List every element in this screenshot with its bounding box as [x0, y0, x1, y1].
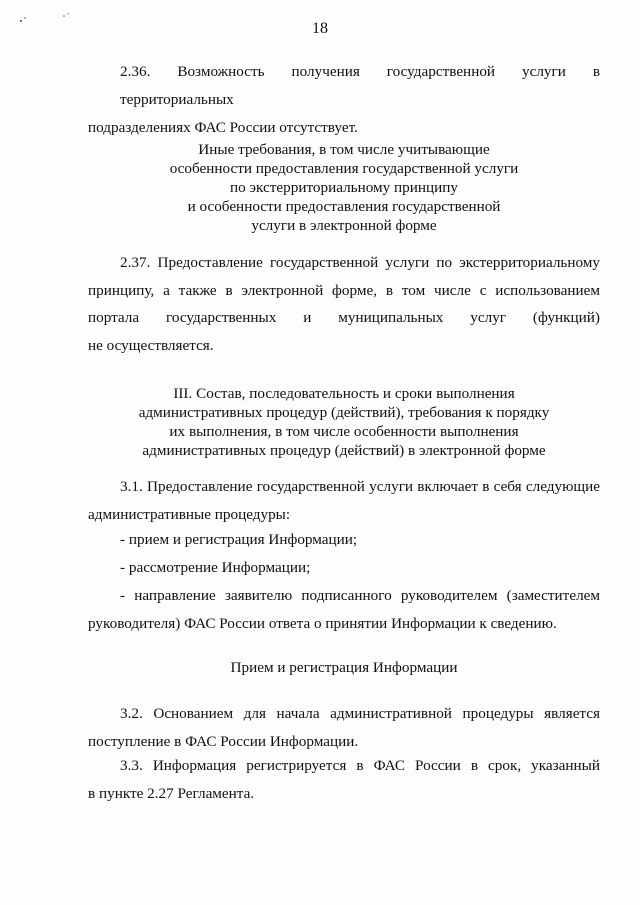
paragraph-line: поступление в ФАС России Информации. [88, 733, 359, 750]
heading-line: Прием и регистрация Информации [230, 659, 458, 676]
paragraph-3-3 [88, 752, 600, 808]
heading-line: услуги в электронной форме [251, 217, 437, 234]
paragraph-line: 2.36. Возможность получения государственной услуги в территориальных [120, 63, 600, 108]
heading-line: административных процедур (действий), требования к порядку [138, 404, 550, 421]
heading-other-requirements [88, 140, 600, 235]
paragraph-2-36 [88, 58, 600, 142]
heading-line: и особенности предоставления государственной [187, 198, 501, 215]
paragraph-line: подразделениях ФАС России отсутствует. [88, 119, 358, 136]
paragraph-line: административные процедуры: [88, 506, 291, 523]
paragraph-line: 3.1. Предоставление государственной услуги включает в себя следующие [120, 478, 600, 495]
paragraph-line: принципу, а также в электронной форме, в том числе с использованием [88, 281, 600, 299]
paragraph-line: 3.3. Информация регистрируется в ФАС России в срок, указанный [120, 757, 600, 774]
paragraph-line: 2.37. Предоставление государственной услуги по экстерриториальному [120, 254, 600, 271]
paragraph-line: не осуществляется. [88, 336, 214, 354]
page-number: 18 [312, 20, 328, 37]
procedures-list [88, 526, 600, 638]
heading-line: Иные требования, в том числе учитывающие [198, 141, 490, 158]
heading-line: особенности предоставления государственной услуги [169, 160, 519, 177]
list-item: - направление заявителю подписанного руководителем (заместителем [120, 587, 600, 604]
paragraph-3-2 [88, 700, 600, 756]
list-item-continuation: руководителя) ФАС России ответа о принятии Информации к сведению. [88, 615, 557, 632]
heading-line: III. Состав, последовательность и сроки выполнения [173, 385, 515, 402]
heading-section-3 [88, 384, 600, 460]
paragraph-line: 3.2. Основанием для начала административной процедуры является [120, 705, 600, 722]
list-item: - рассмотрение Информации; [120, 559, 311, 576]
paragraph-3-1 [88, 473, 600, 529]
heading-line: административных процедур (действий) в электронной форме [142, 442, 546, 459]
heading-line: по экстерриториальному принципу [230, 179, 458, 196]
list-item: - прием и регистрация Информации; [120, 531, 358, 548]
paragraph-2-37 [88, 249, 600, 359]
heading-reception-registration [88, 658, 600, 677]
paragraph-line: портала государственных и муниципальных услуг (функций) [88, 309, 600, 326]
heading-line: их выполнения, в том числе особенности выполнения [169, 423, 519, 440]
paragraph-line: в пункте 2.27 Регламента. [88, 785, 255, 802]
